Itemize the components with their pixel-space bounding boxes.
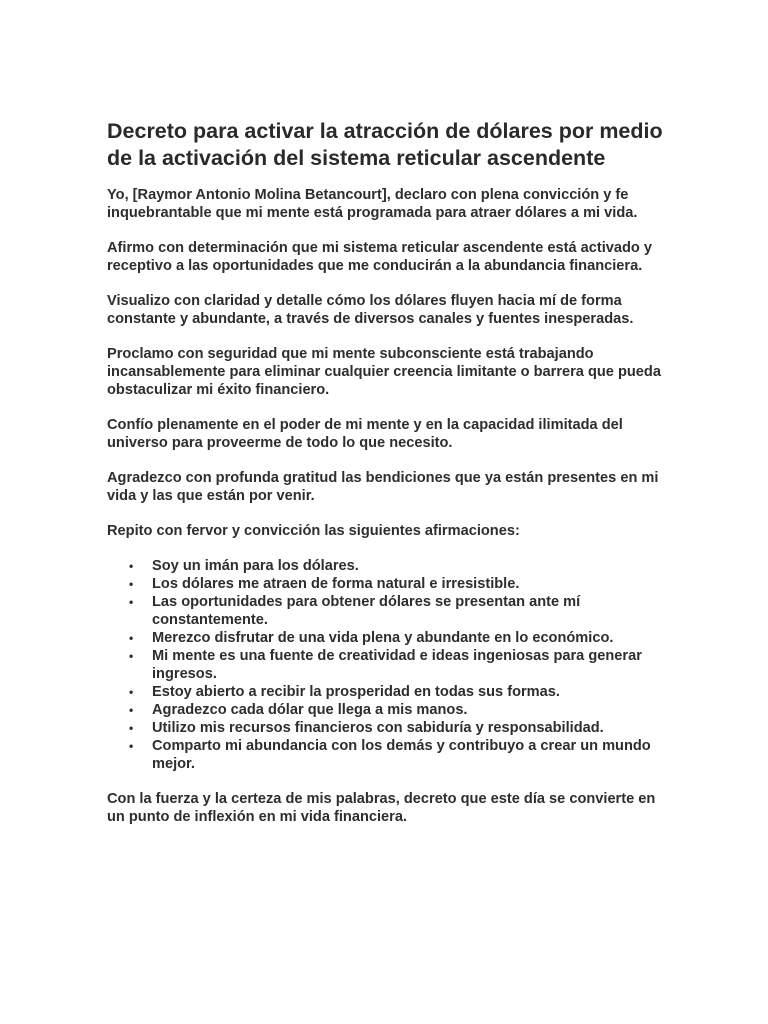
bullet-icon: • (129, 577, 134, 591)
paragraph-closing: Con la fuerza y la certeza de mis palabras, decreto que este día se convierte en un punto de inflexión en mi vida financiera. (107, 791, 656, 825)
bullet-icon: • (129, 703, 134, 717)
list-item-text: Utilizo mis recursos financieros con sabiduría y responsabilidad. (152, 720, 604, 736)
list-item-text: Las oportunidades para obtener dólares se presentan ante mí constantemente. (152, 594, 581, 628)
bullet-icon: • (129, 739, 134, 753)
bullet-icon: • (129, 559, 134, 573)
list-item-text: Mi mente es una fuente de creatividad e ideas ingeniosas para generar ingresos. (152, 648, 642, 682)
list-item (107, 557, 667, 575)
paragraph-trust: Confío plenamente en el poder de mi mente y en la capacidad ilimitada del universo para proveerme de todo lo que necesito. (107, 417, 623, 451)
list-item (107, 737, 667, 773)
bullet-icon: • (129, 721, 134, 735)
document-page (107, 118, 667, 843)
list-item-text: Soy un imán para los dólares. (152, 558, 359, 574)
list-item (107, 629, 667, 647)
bullet-icon: • (129, 685, 134, 699)
list-item-text: Los dólares me atraen de forma natural e irresistible. (152, 576, 520, 592)
paragraph-visualization: Visualizo con claridad y detalle cómo los dólares fluyen hacia mí de forma constante y abundante, a través de diversos canales y fuentes inesperadas. (107, 293, 634, 327)
list-item-text: Estoy abierto a recibir la prosperidad en todas sus formas. (152, 684, 560, 700)
bullet-icon: • (129, 631, 134, 645)
paragraph-declaration: Yo, [Raymor Antonio Molina Betancourt], declaro con plena convicción y fe inquebrantable que mi mente está programada para atraer dólares a mi vida. (107, 187, 638, 221)
list-item (107, 593, 667, 629)
affirmations-list (107, 557, 667, 773)
list-item (107, 719, 667, 737)
paragraph-repeat-intro: Repito con fervor y convicción las siguientes afirmaciones: (107, 523, 520, 539)
list-item-text: Comparto mi abundancia con los demás y contribuyo a crear un mundo mejor. (152, 738, 651, 772)
paragraph-affirmation-reticular: Afirmo con determinación que mi sistema reticular ascendente está activado y receptivo a las oportunidades que me conducirán a la abundancia financiera. (107, 240, 653, 274)
list-item (107, 683, 667, 701)
paragraph-gratitude: Agradezco con profunda gratitud las bendiciones que ya están presentes en mi vida y las que están por venir. (107, 470, 659, 504)
bullet-icon: • (129, 595, 134, 609)
list-item (107, 647, 667, 683)
paragraph-proclamation: Proclamo con seguridad que mi mente subconsciente está trabajando incansablemente para eliminar cualquier creencia limitante o barrera que pueda obstaculizar mi éxito financiero. (107, 346, 661, 398)
list-item (107, 575, 667, 593)
list-item-text: Merezco disfrutar de una vida plena y abundante en lo económico. (152, 630, 614, 646)
bullet-icon: • (129, 649, 134, 663)
document-title: Decreto para activar la atracción de dólares por medio de la activación del sistema reticular ascendente (107, 119, 663, 170)
list-item (107, 701, 667, 719)
list-item-text: Agradezco cada dólar que llega a mis manos. (152, 702, 468, 718)
